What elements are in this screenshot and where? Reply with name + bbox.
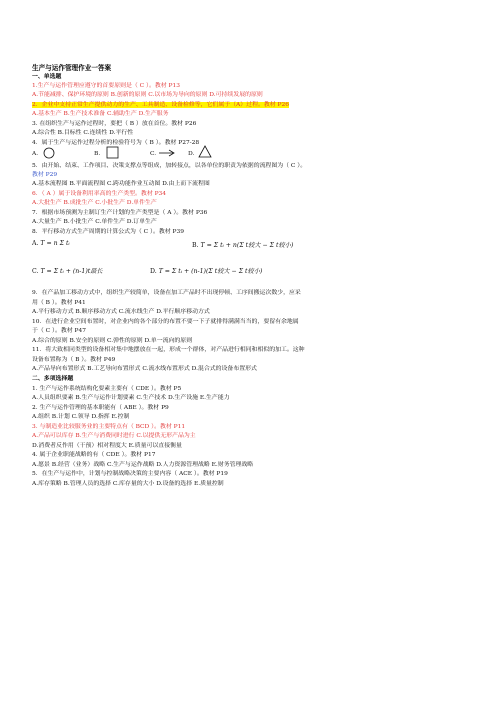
question-8: 8．平行移动方式生产周期的计算公式为（ C ）。教材 P39 bbox=[32, 228, 184, 235]
q4-option-c-label: C. bbox=[150, 151, 157, 157]
question-1: 1.生产与运作管理应遵守的首要原则是（ C ）。教材 P13 bbox=[32, 82, 180, 89]
formula-d-label: D. bbox=[150, 268, 157, 275]
multi-question-1-options: A.人员组织要素 B.生产与运作计划要素 C.生产技术 D.生产设施 E.生产能力 bbox=[32, 395, 230, 401]
formula-b-label: B. bbox=[192, 242, 199, 249]
question-9: 9．在产品加工移动方式中，组织生产较简单，设备在加工产品时不出现停顿、工序间搬运次数少，应采 bbox=[32, 290, 301, 296]
q4-option-a-label: A. bbox=[32, 151, 39, 157]
question-11: 11．将大致相同类型的设备相对集中地摆放在一起，形成一个群体，对产品进行相同和相似的加工。这种 bbox=[32, 347, 305, 353]
question-7: 7．根据市场预测为主制订生产计划的生产类型是（ A ）。教材 P36 bbox=[32, 209, 208, 216]
question-10: 10．在进行企业空间布置时，对企业内的各个部分的布置不要一下子就排得满满当当的，要留有余地属 bbox=[32, 318, 299, 325]
multi-question-2-options: A.组织 B.计划 C.领导 D.指挥 E.控制 bbox=[32, 414, 130, 420]
question-5-options: A.基本流程图 B.平面流程图 C.跨功能作业互动图 D.由上而下流程图 bbox=[32, 181, 210, 187]
question-9-cont: 用（ B ）。教材 P41 bbox=[32, 299, 86, 306]
question-1-options: A.节能减排、保护环境的原则 B.创新的原则 C.以市场为导向的原则 D.可持续发展的原则 bbox=[32, 92, 263, 98]
triangle-symbol-icon bbox=[198, 145, 212, 158]
formula-d-expr: T = Σ tᵢ + (n-1)(Σ t较大 − Σ t较小) bbox=[158, 268, 263, 275]
formula-c bbox=[32, 266, 103, 275]
arrow-symbol-icon bbox=[158, 149, 176, 157]
question-5-source: 教材 P29 bbox=[32, 172, 58, 178]
formula-b-expr: T = Σ tᵢ + n(Σ t较大 − Σ t较小) bbox=[200, 242, 294, 249]
multi-question-3-options-2: D.消费者反作用（干预）相对程度大 E.质量可以直接衡量 bbox=[32, 442, 182, 449]
question-3: 3. 在组织生产与运作过程时，要把（ B ）放在首位。教材 P26 bbox=[32, 120, 197, 127]
circle-symbol-icon bbox=[42, 147, 56, 159]
question-2-highlight: 2．企业中支持正常生产提供动力的生产、工具制造、设备检修等，它们属于（A）过程。教材 P26 bbox=[32, 101, 289, 108]
question-3-options: A.综合性 B.目标性 C.连续性 D.平行性 bbox=[32, 130, 134, 136]
multi-question-2: 2. 生产与运作管理的基本职能有（ ABE ）。教材 P9 bbox=[32, 404, 169, 411]
formula-c-expr: T = Σ tᵢ + (n-1)t最长 bbox=[40, 268, 103, 275]
question-5: 5．由开始、结束、工作项目、决策支撑点等组成，加转接点，以各单位的职责为依据的流程图为（ C ）。 bbox=[32, 163, 307, 169]
formula-d bbox=[150, 266, 262, 275]
multi-question-3-options: A.产品可以库存 B.生产与消费同时进行 C.以提供无形产品为主 bbox=[32, 433, 196, 439]
formula-a-expr: T = n Σ tᵢ bbox=[40, 240, 70, 247]
multi-question-5-options: A.库存策略 B.管理人员的选择 C.库存量的大小 D.设备的选择 E.质量控制 bbox=[32, 480, 224, 487]
formula-b bbox=[192, 240, 293, 249]
multi-question-1: 1. 生产与运作系统结构化要素主要有（ CDE ）。教材 P5 bbox=[32, 385, 182, 392]
formula-c-label: C. bbox=[32, 268, 39, 275]
question-6-options: A.大批生产 B.成批生产 C.小批生产 D.单件生产 bbox=[32, 200, 157, 206]
question-11-cont: 设备布置称为（ B ）。教材 P49 bbox=[32, 356, 116, 363]
square-symbol-icon bbox=[106, 146, 120, 159]
multi-question-3: 3. 与制造业比较服务业的主要特点有（ BCD ）。教材 P11 bbox=[32, 423, 186, 430]
question-9-options: A.平行移动方式 B.顺序移动方式 C.流水线生产 D.平行顺序移动方式 bbox=[32, 309, 210, 315]
q4-option-b-label: B. bbox=[94, 151, 101, 157]
section-heading-multi-choice: 二、多项选择题 bbox=[32, 375, 74, 382]
question-2 bbox=[32, 101, 289, 109]
question-7-options: A.大量生产 B.小批生产 C.单件生产 D.订单生产 bbox=[32, 219, 157, 225]
section-heading-single-choice: 一、单选题 bbox=[32, 73, 62, 80]
multi-question-5: 5．在生产与运作中，计划与控制战略决策的主要内容（ ACE ）。教材 P19 bbox=[32, 471, 228, 477]
formula-a bbox=[32, 240, 70, 247]
formula-a-label: A. bbox=[32, 240, 39, 247]
question-6: 6．（ A ）属于设备利用率高的生产类型。教材 P34 bbox=[32, 190, 167, 197]
question-11-options: A.产品导向布置形式 B.工艺导向布置形式 C.流水线布置形式 D.混合式的设备布置形式 bbox=[32, 366, 257, 372]
question-10-cont: 于（ C ）。教材 P47 bbox=[32, 328, 86, 334]
question-2-options: A.基本生产 B.生产技术准备 C.辅助生产 D.生产服务 bbox=[32, 111, 169, 117]
page-title: 生产与运作管理作业一答案 bbox=[32, 64, 112, 72]
q4-option-d-label: D. bbox=[188, 151, 195, 157]
multi-question-4-options: A.愿景 B.经营（业务）战略 C.生产与运作战略 D.人力资源管理战略 E.财务管理战略 bbox=[32, 461, 254, 468]
question-4: 4．属于生产与运作过程分析的检验符号为（ B ）。教材 P27-28 bbox=[32, 139, 200, 146]
multi-question-4: 4. 属于企业职能战略的有（ CDE ）。教材 P17 bbox=[32, 452, 156, 458]
question-10-options: A.综合的原则 B.安全的原则 C.弹性的原则 D.单一流向的原则 bbox=[32, 337, 193, 344]
